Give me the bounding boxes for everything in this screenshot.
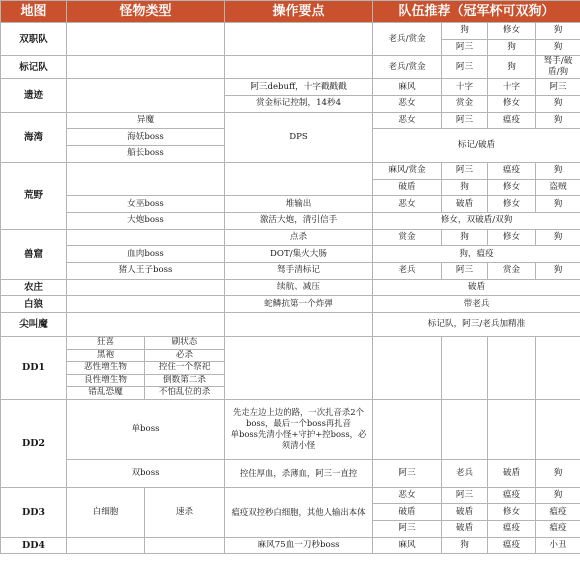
operation-cell: 驽手清标记 <box>225 262 373 279</box>
monster-note-cell: 速杀 <box>145 487 225 537</box>
team-cell: 修女，双破盾/双狗 <box>373 212 580 229</box>
team-cell: 麻风 <box>373 537 442 554</box>
category-cell: DD1 <box>1 337 67 400</box>
table-row <box>1 162 580 179</box>
table-row <box>1 487 580 504</box>
category-cell: 兽窟 <box>1 229 67 279</box>
monster-cell: 猪人王子boss <box>67 262 225 279</box>
category-cell: 白狼 <box>1 296 67 313</box>
category-cell: 遗迹 <box>1 79 67 112</box>
monster-note-cell: 倒数第二杀 <box>145 374 225 387</box>
team-cell: 瘟疫 <box>488 112 536 129</box>
header-team: 队伍推荐（冠军杯可双狗） <box>373 1 580 23</box>
team-cell: 瘟疫 <box>488 537 536 554</box>
team-cell: 修女 <box>488 179 536 196</box>
operation-cell: 蛇鳞抗第一个炸弹 <box>225 296 373 313</box>
empty-cell <box>67 279 225 296</box>
monster-cell: 良性增生物 <box>67 374 145 387</box>
empty-cell <box>225 23 373 56</box>
empty-cell <box>488 399 536 459</box>
table-row <box>1 296 580 313</box>
category-cell: 双职队 <box>1 23 67 56</box>
empty-cell <box>225 56 373 79</box>
category-cell: 尖叫魔 <box>1 313 67 337</box>
team-cell: 狗 <box>536 162 580 179</box>
category-cell: 荒野 <box>1 162 67 229</box>
table-row <box>1 79 580 96</box>
team-cell: 带老兵 <box>373 296 580 313</box>
category-cell: DD3 <box>1 487 67 537</box>
header-row <box>1 1 580 23</box>
team-cell: 老兵 <box>373 262 442 279</box>
team-cell: 阿三 <box>442 262 488 279</box>
team-cell: 狗 <box>442 179 488 196</box>
monster-note-cell: 刷状态 <box>145 337 225 350</box>
team-cell: 阿三 <box>373 459 442 487</box>
team-cell: 狗，瘟疫 <box>373 246 580 263</box>
team-cell: 狗 <box>488 39 536 56</box>
operation-cell <box>225 399 373 459</box>
team-cell: 狗 <box>536 262 580 279</box>
table-row <box>1 246 580 263</box>
table-row <box>1 279 580 296</box>
header-monster: 怪物类型 <box>67 1 225 23</box>
team-cell: 老兵/赏金 <box>373 56 442 79</box>
team-cell: 瘟疫 <box>488 162 536 179</box>
team-cell: 瘟疫 <box>536 504 580 521</box>
empty-cell <box>67 79 225 112</box>
team-cell: 瘟疫 <box>536 520 580 537</box>
table-row <box>1 212 580 229</box>
team-cell: 修女 <box>488 196 536 213</box>
operation-line: 单boss先清小怪+守护+控boss，必须清小怪 <box>230 429 367 450</box>
table-row <box>1 56 580 79</box>
team-cell: 修女 <box>488 96 536 113</box>
team-cell: 狗 <box>442 229 488 246</box>
monster-note-cell: 控住一个祭祀 <box>145 362 225 375</box>
monster-cell: 双boss <box>67 459 225 487</box>
table-row <box>1 537 580 554</box>
table-row <box>1 399 580 459</box>
table-row <box>1 337 580 350</box>
monster-cell: 白细胞 <box>67 487 145 537</box>
monster-note-cell: 必杀 <box>145 349 225 362</box>
team-cell: 赏金 <box>488 262 536 279</box>
team-cell: 修女 <box>488 229 536 246</box>
empty-cell <box>442 399 488 459</box>
team-cell: 麻风/赏金 <box>373 162 442 179</box>
empty-cell <box>488 337 536 400</box>
category-cell: 农庄 <box>1 279 67 296</box>
monster-cell: 大炮boss <box>67 212 225 229</box>
category-cell: 海湾 <box>1 112 67 162</box>
empty-cell <box>536 337 580 400</box>
team-cell: 恶女 <box>373 196 442 213</box>
empty-cell <box>225 337 373 400</box>
monster-cell: 女巫boss <box>67 196 225 213</box>
empty-cell <box>67 23 225 56</box>
team-cell: 标记/破盾 <box>373 129 580 162</box>
team-cell: 修女 <box>488 504 536 521</box>
table-row <box>1 313 580 337</box>
table-row <box>1 196 580 213</box>
monster-cell: 错乱恐魔 <box>67 387 145 400</box>
monster-cell: 黑袍 <box>67 349 145 362</box>
monster-cell: 船长boss <box>67 146 225 163</box>
team-cell: 阿三 <box>442 39 488 56</box>
empty-cell <box>67 229 225 246</box>
operation-cell: DOT/集火大肠 <box>225 246 373 263</box>
team-cell: 阿三 <box>442 112 488 129</box>
empty-cell <box>442 337 488 400</box>
team-cell: 狗 <box>536 196 580 213</box>
monster-cell: 海妖boss <box>67 129 225 146</box>
team-cell: 狗 <box>536 487 580 504</box>
category-cell: DD4 <box>1 537 67 554</box>
table-row <box>1 262 580 279</box>
team-cell: 阿三 <box>442 487 488 504</box>
operation-cell: 激活大炮，清引信手 <box>225 212 373 229</box>
empty-cell <box>373 399 442 459</box>
empty-cell <box>67 56 225 79</box>
category-cell: 标记队 <box>1 56 67 79</box>
empty-cell <box>536 399 580 459</box>
operation-cell: 控住厚血，杀薄血，阿三一直控 <box>225 459 373 487</box>
team-cell: 阿三 <box>442 56 488 79</box>
table-row <box>1 112 580 129</box>
team-cell: 瘟疫 <box>488 487 536 504</box>
team-cell: 狗 <box>536 39 580 56</box>
team-cell: 十字 <box>442 79 488 96</box>
operation-cell: 瘟疫双控秒白细胞，其他人输出本体 <box>225 487 373 537</box>
operation-line: 先走左边上边的路，一次扎音杀2个boss，最后一个boss再扎音 <box>233 407 364 428</box>
team-cell: 恶女 <box>373 487 442 504</box>
monster-cell: 单boss <box>67 399 225 459</box>
team-cell: 破盾 <box>373 504 442 521</box>
empty-cell <box>67 537 145 554</box>
operation-cell: DPS <box>225 112 373 162</box>
monster-cell: 血肉boss <box>67 246 225 263</box>
team-cell: 破盾 <box>488 459 536 487</box>
operation-cell: 续航、减压 <box>225 279 373 296</box>
team-cell: 破盾 <box>442 520 488 537</box>
operation-cell: 麻风75血一刀秒boss <box>225 537 373 554</box>
operation-cell: 阿三debuff，十字戳戳戳 <box>225 79 373 96</box>
team-cell: 十字 <box>488 79 536 96</box>
team-cell: 麻风 <box>373 79 442 96</box>
team-cell: 赏金 <box>373 229 442 246</box>
team-cell: 阿三 <box>373 520 442 537</box>
team-cell: 瘟疫 <box>488 520 536 537</box>
team-cell: 破盾 <box>373 179 442 196</box>
operation-cell: 堆输出 <box>225 196 373 213</box>
table-row <box>1 229 580 246</box>
empty-cell <box>67 313 225 337</box>
team-cell: 恶女 <box>373 96 442 113</box>
team-cell: 狗 <box>536 96 580 113</box>
team-cell: 老兵 <box>442 459 488 487</box>
operation-cell: 点杀 <box>225 229 373 246</box>
header-map: 地图 <box>1 1 67 23</box>
team-cell: 狗 <box>536 229 580 246</box>
team-cell: 赏金 <box>442 96 488 113</box>
table-row <box>1 459 580 487</box>
table-row <box>1 23 580 40</box>
empty-cell <box>373 337 442 400</box>
team-cell: 恶女 <box>373 112 442 129</box>
team-cell: 狗 <box>536 459 580 487</box>
empty-cell <box>225 162 373 195</box>
category-cell: DD2 <box>1 399 67 487</box>
empty-cell <box>145 537 225 554</box>
empty-cell <box>225 313 373 337</box>
header-operation: 操作要点 <box>225 1 373 23</box>
monster-cell: 异魔 <box>67 112 225 129</box>
team-cell: 阿三 <box>442 162 488 179</box>
team-cell: 狗 <box>442 23 488 40</box>
team-cell: 小丑 <box>536 537 580 554</box>
team-cell: 破盾 <box>373 279 580 296</box>
team-cell: 狗 <box>442 537 488 554</box>
team-cell: 标记队，阿三/老兵加精准 <box>373 313 580 337</box>
operation-cell: 赏金标记控制，14秒4 <box>225 96 373 113</box>
team-cell: 破盾 <box>442 196 488 213</box>
monster-cell: 恶性增生物 <box>67 362 145 375</box>
monster-note-cell: 不怕乱位的杀 <box>145 387 225 400</box>
team-cell: 狗 <box>536 23 580 40</box>
team-cell: 狗 <box>488 56 536 79</box>
team-cell: 狗 <box>536 112 580 129</box>
team-cell: 盗贼 <box>536 179 580 196</box>
team-cell: 破盾 <box>442 504 488 521</box>
empty-cell <box>67 162 225 195</box>
team-cell: 驽手/破盾/狗 <box>536 56 580 79</box>
monster-cell: 狂喜 <box>67 337 145 350</box>
team-cell: 老兵/赏金 <box>373 23 442 56</box>
empty-cell <box>67 296 225 313</box>
team-cell: 阿三 <box>536 79 580 96</box>
team-cell: 修女 <box>488 23 536 40</box>
